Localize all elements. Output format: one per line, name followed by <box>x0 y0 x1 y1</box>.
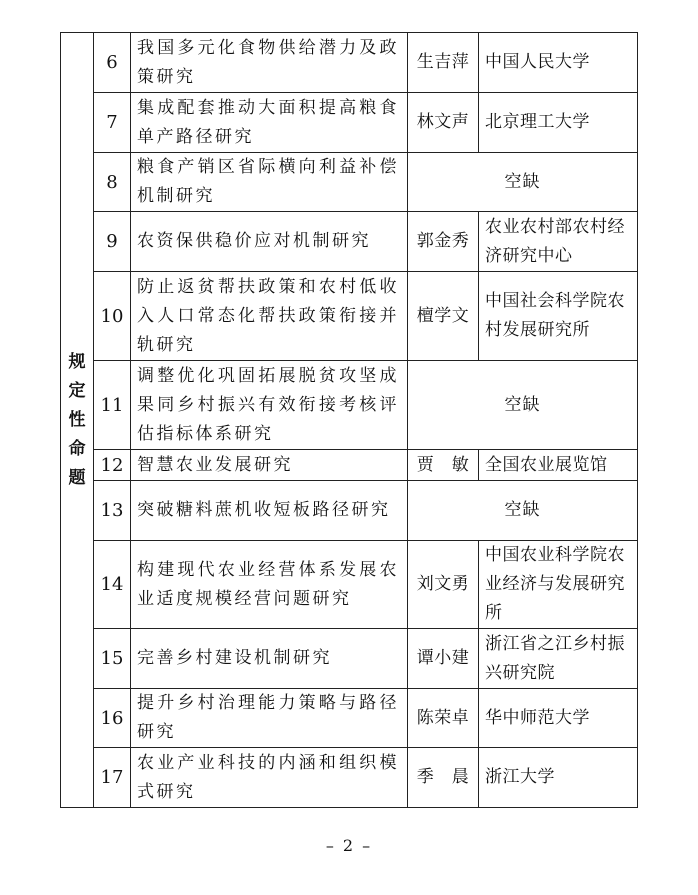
institution: 北京理工大学 <box>479 93 638 153</box>
row-number: 14 <box>94 541 131 629</box>
table-row <box>61 689 638 748</box>
row-number: 16 <box>94 689 131 748</box>
researcher-name: 生吉萍 <box>408 33 479 93</box>
topic-title: 集成配套推动大面积提高粮食单产路径研究 <box>131 93 408 153</box>
topic-title: 农资保供稳价应对机制研究 <box>131 212 408 272</box>
table-row <box>61 450 638 481</box>
table-row <box>61 33 638 93</box>
vacant-cell: 空缺 <box>408 481 638 541</box>
vacant-cell: 空缺 <box>408 361 638 450</box>
researcher-name: 郭金秀 <box>408 212 479 272</box>
table-row <box>61 481 638 541</box>
topic-title: 防止返贫帮扶政策和农村低收入人口常态化帮扶政策衔接并轨研究 <box>131 272 408 361</box>
table-row <box>61 272 638 361</box>
category-label: 规定性命题 <box>68 351 86 488</box>
institution: 农业农村部农村经济研究中心 <box>479 212 638 272</box>
institution: 全国农业展览馆 <box>479 450 638 481</box>
researcher-name: 谭小建 <box>408 629 479 689</box>
row-number: 10 <box>94 272 131 361</box>
topic-title: 粮食产销区省际横向利益补偿机制研究 <box>131 153 408 212</box>
topic-title: 突破糖料蔗机收短板路径研究 <box>131 481 408 541</box>
table-row <box>61 93 638 153</box>
topic-title: 我国多元化食物供给潜力及政策研究 <box>131 33 408 93</box>
row-number: 17 <box>94 748 131 808</box>
row-number: 6 <box>94 33 131 93</box>
topic-title: 完善乡村建设机制研究 <box>131 629 408 689</box>
category-cell <box>61 33 94 808</box>
institution: 浙江大学 <box>479 748 638 808</box>
institution: 华中师范大学 <box>479 689 638 748</box>
row-number: 9 <box>94 212 131 272</box>
topic-title: 农业产业科技的内涵和组织模式研究 <box>131 748 408 808</box>
researcher-name: 林文声 <box>408 93 479 153</box>
topic-title: 智慧农业发展研究 <box>131 450 408 481</box>
row-number: 7 <box>94 93 131 153</box>
table-row <box>61 748 638 808</box>
researcher-name: 刘文勇 <box>408 541 479 629</box>
institution: 中国社会科学院农村发展研究所 <box>479 272 638 361</box>
topic-table <box>60 32 638 808</box>
institution: 中国农业科学院农业经济与发展研究所 <box>479 541 638 629</box>
topic-title: 调整优化巩固拓展脱贫攻坚成果同乡村振兴有效衔接考核评估指标体系研究 <box>131 361 408 450</box>
institution: 中国人民大学 <box>479 33 638 93</box>
row-number: 11 <box>94 361 131 450</box>
topic-title: 提升乡村治理能力策略与路径研究 <box>131 689 408 748</box>
row-number: 15 <box>94 629 131 689</box>
vacant-cell: 空缺 <box>408 153 638 212</box>
row-number: 13 <box>94 481 131 541</box>
row-number: 8 <box>94 153 131 212</box>
researcher-name: 陈荣卓 <box>408 689 479 748</box>
page-number: – 2 – <box>325 836 373 855</box>
table-row <box>61 361 638 450</box>
researcher-name: 季 晨 <box>408 748 479 808</box>
topic-title: 构建现代农业经营体系发展农业适度规模经营问题研究 <box>131 541 408 629</box>
table-row <box>61 541 638 629</box>
researcher-name: 贾 敏 <box>408 450 479 481</box>
table-row <box>61 153 638 212</box>
row-number: 12 <box>94 450 131 481</box>
institution: 浙江省之江乡村振兴研究院 <box>479 629 638 689</box>
table-row <box>61 629 638 689</box>
researcher-name: 檀学文 <box>408 272 479 361</box>
table-row <box>61 212 638 272</box>
